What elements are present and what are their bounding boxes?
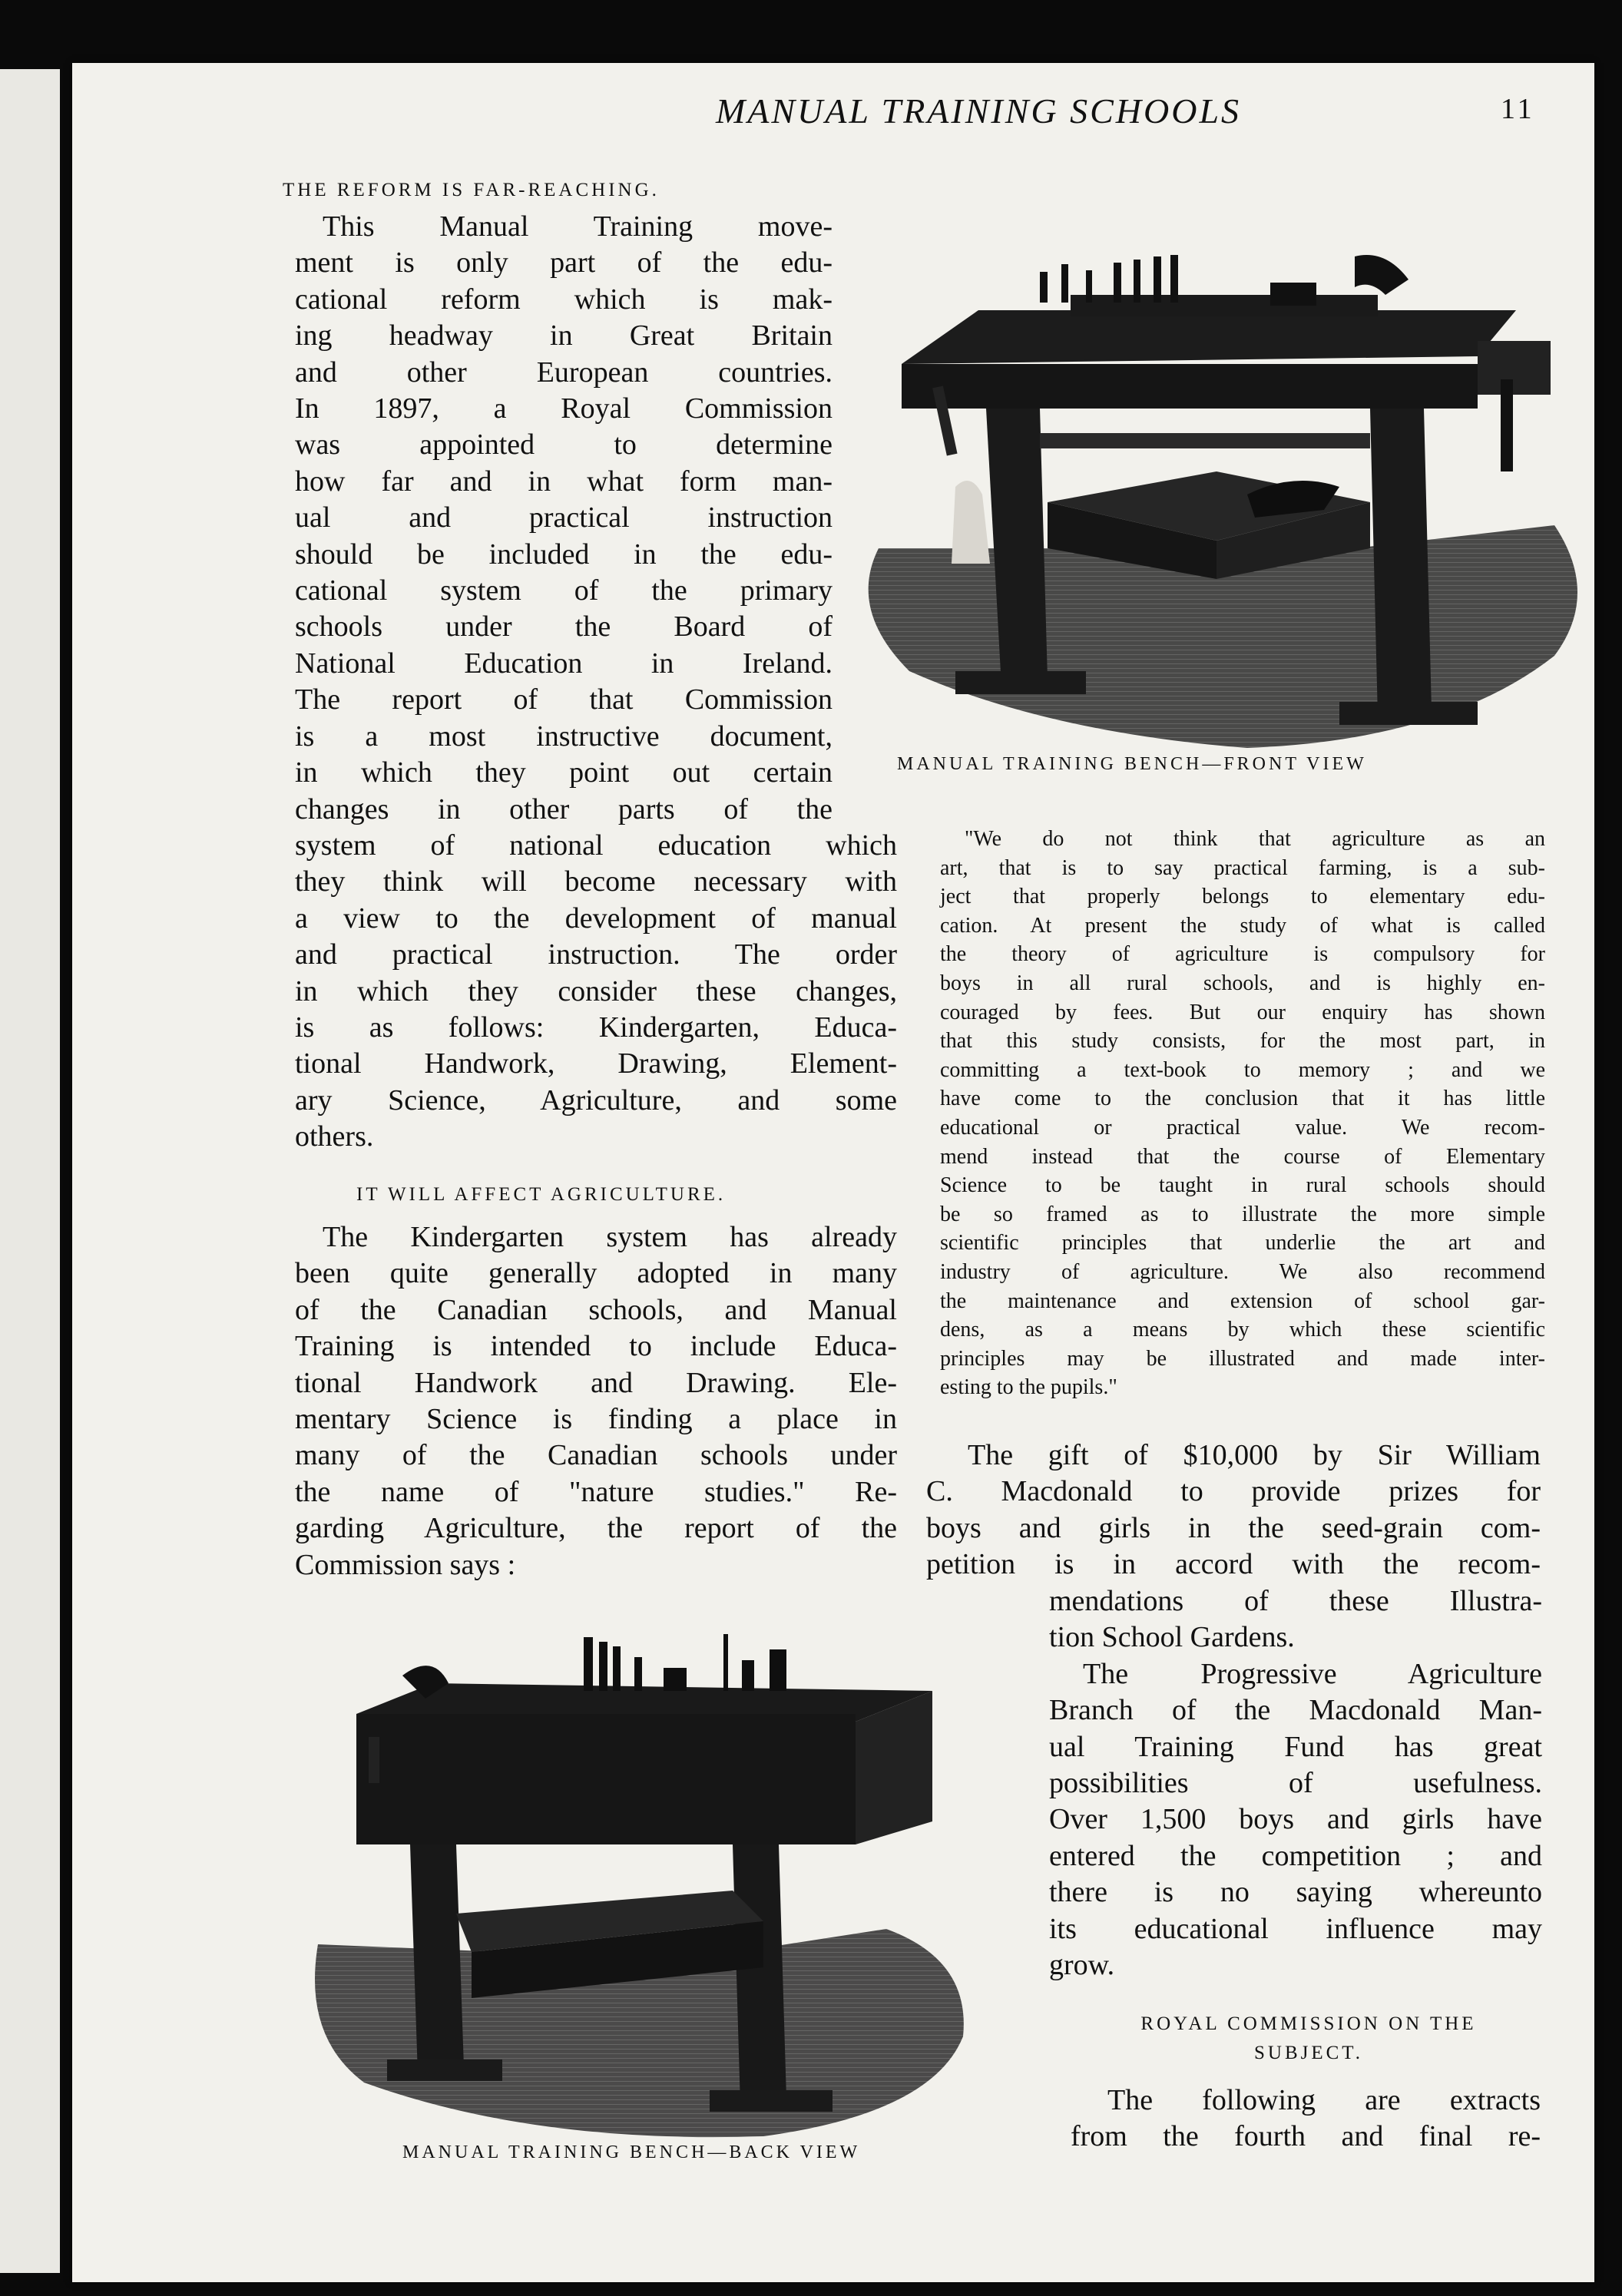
text-line: system of national education which bbox=[295, 829, 897, 862]
quote-line: mend instead that the course of Elementary bbox=[940, 1144, 1545, 1169]
quote-line: that this study consists, for the most part, in bbox=[940, 1029, 1545, 1054]
text-line: is as follows: Kindergarten, Educa- bbox=[295, 1011, 897, 1044]
quote-line: be so framed as to illustrate the more simple bbox=[940, 1202, 1545, 1226]
quote-line: couraged by fees. But our enquiry has shown bbox=[940, 1000, 1545, 1024]
text-line: from the fourth and final re- bbox=[1071, 2120, 1541, 2153]
bench-front-view-image bbox=[817, 180, 1594, 794]
text-line: Branch of the Macdonald Man- bbox=[1049, 1694, 1542, 1727]
quote-line: art, that is to say practical farming, is a sub- bbox=[940, 855, 1545, 880]
text-line: This Manual Training move- bbox=[323, 210, 833, 243]
text-line: they think will become necessary with bbox=[295, 865, 897, 898]
text-line: National Education in Ireland. bbox=[295, 647, 833, 680]
text-line: possibilities of usefulness. bbox=[1049, 1767, 1542, 1800]
heading-line: SUBJECT. bbox=[1254, 2043, 1363, 2063]
quote-line: principles may be illustrated and made inter- bbox=[940, 1346, 1545, 1371]
text-line: in which they consider these changes, bbox=[295, 974, 897, 1007]
commission-quote bbox=[940, 825, 1545, 1402]
text-line: been quite generally adopted in many bbox=[295, 1257, 897, 1290]
text-line: many of the Canadian schools under bbox=[295, 1439, 897, 1472]
quote-line: dens, as a means by which these scientific bbox=[940, 1318, 1545, 1342]
text-line: how far and in what form man- bbox=[295, 465, 833, 498]
quote-line: ject that properly belongs to elementary edu- bbox=[940, 885, 1545, 909]
quote-line: boys in all rural schools, and is highly en- bbox=[940, 971, 1545, 995]
text-line: Training is intended to include Educa- bbox=[295, 1330, 897, 1363]
bench-back-view-image bbox=[303, 1606, 978, 2159]
quote-line: the theory of agriculture is compulsory for bbox=[940, 942, 1545, 967]
text-line: entered the competition ; and bbox=[1049, 1839, 1542, 1872]
text-line: Over 1,500 boys and girls have bbox=[1049, 1803, 1542, 1836]
section-heading-royal-commission bbox=[1101, 2013, 1516, 2064]
book-page bbox=[72, 63, 1594, 2282]
section2-text bbox=[295, 1219, 897, 1583]
caption-front-view: MANUAL TRAINING BENCH—FRONT VIEW bbox=[897, 754, 1367, 774]
text-line: is a most instructive document, bbox=[295, 720, 833, 753]
quote-line: cation. At present the study of what is called bbox=[940, 913, 1545, 938]
text-line: changes in other parts of the bbox=[295, 792, 833, 825]
text-line: the name of "nature studies." Re- bbox=[295, 1475, 897, 1508]
quote-line: educational or practical value. We recom- bbox=[940, 1115, 1545, 1140]
text-line: petition is in accord with the recom- bbox=[926, 1548, 1541, 1581]
quote-line: scientific principles that underlie the art and bbox=[940, 1231, 1545, 1256]
quote-line: have come to the conclusion that it has little bbox=[940, 1087, 1545, 1111]
quote-line: "We do not think that agriculture as an bbox=[965, 827, 1545, 851]
text-line: ual and practical instruction bbox=[295, 501, 833, 534]
text-line: The report of that Commission bbox=[295, 683, 833, 716]
section1-narrow-text bbox=[295, 209, 833, 828]
section3-wide-text bbox=[926, 1437, 1541, 1583]
text-line: and practical instruction. The order bbox=[295, 938, 897, 971]
text-line: others. bbox=[295, 1120, 374, 1153]
text-line: mendations of these Illustra- bbox=[1049, 1585, 1542, 1617]
text-line: ual Training Fund has great bbox=[1049, 1730, 1542, 1763]
text-line: The Kindergarten system has already bbox=[323, 1221, 897, 1253]
text-line: The Progressive Agriculture bbox=[1083, 1657, 1542, 1690]
section-heading-agriculture: IT WILL AFFECT AGRICULTURE. bbox=[356, 1184, 727, 1205]
quote-line: esting to the pupils." bbox=[940, 1375, 1117, 1400]
text-line: cational system of the primary bbox=[295, 574, 833, 607]
text-line: The following are extracts bbox=[1107, 2084, 1541, 2116]
text-line: ment is only part of the edu- bbox=[295, 246, 833, 280]
text-line: should be included in the edu- bbox=[295, 538, 833, 571]
text-line: The gift of $10,000 by Sir William bbox=[968, 1439, 1541, 1471]
text-line: ary Science, Agriculture, and some bbox=[295, 1083, 897, 1117]
quote-line: committing a text-book to memory ; and we bbox=[940, 1057, 1545, 1082]
text-line: In 1897, a Royal Commission bbox=[295, 392, 833, 425]
text-line: and other European countries. bbox=[295, 356, 833, 389]
quote-line: Science to be taught in rural schools should bbox=[940, 1173, 1545, 1198]
section1-wide-text bbox=[295, 828, 897, 1156]
text-line: mentary Science is finding a place in bbox=[295, 1403, 897, 1436]
section4-text bbox=[1071, 2083, 1541, 2155]
text-line: cational reform which is mak- bbox=[295, 283, 833, 316]
section3-narrow-text bbox=[1049, 1583, 1542, 1983]
text-line: tional Handwork, Drawing, Element- bbox=[295, 1047, 897, 1080]
left-page-edge bbox=[0, 69, 60, 2273]
text-line: boys and girls in the seed-grain com- bbox=[926, 1511, 1541, 1544]
text-line: tion School Gardens. bbox=[1049, 1621, 1295, 1654]
heading-line: ROYAL COMMISSION ON THE bbox=[1140, 2013, 1477, 2034]
text-line: in which they point out certain bbox=[295, 756, 833, 789]
text-line: a view to the development of manual bbox=[295, 902, 897, 935]
page-number: 11 bbox=[1501, 93, 1535, 125]
quote-line: industry of agriculture. We also recommend bbox=[940, 1259, 1545, 1284]
text-line: tional Handwork and Drawing. Ele- bbox=[295, 1366, 897, 1399]
text-line: schools under the Board of bbox=[295, 610, 833, 643]
text-line: its educational influence may bbox=[1049, 1912, 1542, 1945]
text-line: Commission says : bbox=[295, 1548, 516, 1581]
running-title: MANUAL TRAINING SCHOOLS bbox=[715, 91, 1242, 131]
text-line: of the Canadian schools, and Manual bbox=[295, 1293, 897, 1326]
text-line: ing headway in Great Britain bbox=[295, 319, 833, 352]
text-line: was appointed to determine bbox=[295, 428, 833, 462]
section-heading-reform: THE REFORM IS FAR-REACHING. bbox=[283, 180, 660, 200]
text-line: there is no saying whereunto bbox=[1049, 1876, 1542, 1909]
text-line: garding Agriculture, the report of the bbox=[295, 1512, 897, 1545]
quote-line: the maintenance and extension of school gar- bbox=[940, 1289, 1545, 1313]
text-line: grow. bbox=[1049, 1949, 1115, 1982]
text-line: C. Macdonald to provide prizes for bbox=[926, 1475, 1541, 1508]
caption-back-view: MANUAL TRAINING BENCH—BACK VIEW bbox=[402, 2142, 861, 2162]
